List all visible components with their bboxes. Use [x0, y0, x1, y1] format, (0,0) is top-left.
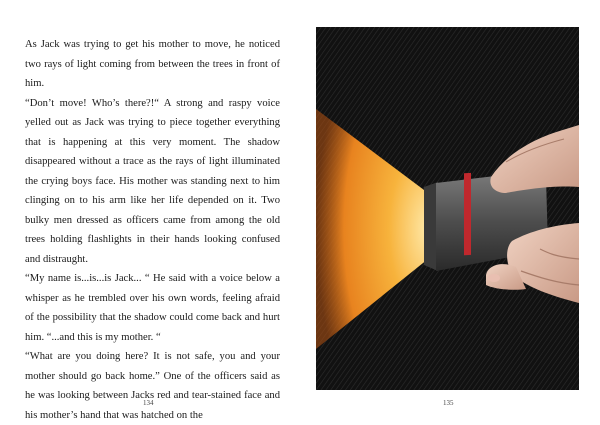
flashlight-red-band	[464, 173, 471, 255]
paragraph-1: As Jack was trying to get his mother to move, he noticed two rays of light coming from between the trees in front of him.	[25, 39, 280, 89]
flashlight-lens	[424, 182, 438, 271]
flashlight-hand-illustration	[316, 27, 579, 390]
paragraph-3: “My name is...is...is Jack... “ He said with a voice below a whisper as he trembled over his own words, feeling afraid of the possibility that the shadow could come back and hurt him. “...and this is my mother. “	[25, 273, 280, 343]
page-number-left: 134	[143, 399, 154, 407]
fingernail	[488, 274, 500, 282]
paragraph-4: “What are you doing here? It is not safe, you and your mother should go back home.” One of the officers said as he was looking between Jacks red and tear-stained face and his mother’s hand that was hatched on the	[25, 351, 280, 421]
page-number-right: 135	[443, 399, 454, 407]
left-page	[0, 0, 300, 424]
paragraph-2: “Don’t move! Who’s there?!“ A strong and raspy voice yelled out as Jack was trying to piece together everything that is happening at this very moment. The shadow disappeared without a trace as the rays of light illuminated the crying boys face. His mother was standing next to him clinging on to his arm like her life depended on it. Two bulky men dressed as officers came from among the old trees holding flashlights in their hands looking confused and distraught.	[25, 97, 280, 265]
illustration-drawing	[316, 27, 579, 390]
story-text	[25, 35, 280, 425]
